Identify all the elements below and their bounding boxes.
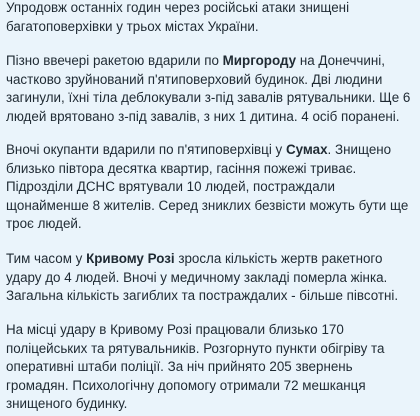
text-line [6, 321, 416, 340]
text-run: зросла кількість жертв ракетного [174, 251, 383, 266]
paragraph-5 [6, 321, 416, 414]
text-run: знищеного будинку. [6, 396, 128, 411]
text-run: багатоповерхівки у трьох містах України. [6, 18, 259, 34]
city-kryvyi-rih: Кривому Розі [86, 251, 175, 266]
text-run: частково зруйнований п'ятиповерховий будинок. Дві людини [6, 71, 383, 87]
text-line [6, 18, 416, 37]
text-line [6, 215, 416, 234]
text-line [6, 108, 416, 127]
text-run: Підрозділи ДСНС врятували 10 людей, постраждали [6, 179, 335, 194]
text-run: Пізно ввечері ракетою вдарили по [6, 53, 223, 68]
paragraph-4 [6, 250, 416, 306]
text-line [6, 197, 416, 216]
city-sumy: Сумах [285, 142, 328, 157]
text-line [6, 287, 416, 306]
text-line [6, 358, 416, 377]
text-run: . Знищено [327, 142, 392, 157]
text-line [6, 269, 416, 288]
text-line [6, 160, 416, 179]
text-run: оперативні штаби поліції. За ніч прийнято 205 звернень [6, 359, 353, 374]
text-run: троє людей. [6, 216, 82, 231]
text-line [6, 377, 416, 396]
text-run: Тим часом у [6, 251, 87, 266]
text-line [6, 52, 416, 71]
text-run: Вночі окупанти вдарили по п'ятиповерхівці у [6, 142, 286, 157]
text-run: загинули, їхні тіла деблокували з-під завалів рятувальники. Ще 6 [6, 90, 411, 105]
city-mirgorod: Миргороду [222, 53, 297, 68]
text-run: На місці удару в Кривому Розі працювали близько 170 [6, 322, 344, 337]
text-run: поліцейських та рятувальників. Розгорнуто пункти обігріву та [6, 340, 385, 356]
text-line [6, 395, 416, 414]
text-run: близько півтора десятка квартир, гасіння пожежі триває. [6, 160, 357, 176]
text-run: на Донеччині, [296, 53, 385, 68]
paragraph-1 [6, 0, 416, 36]
text-run: Упродовж останніх годин через російські атаки знищені [6, 0, 350, 15]
text-line [6, 71, 416, 90]
text-line [6, 89, 416, 108]
text-run: людей врятовано з-під завалів, з них 1 дитина. 4 осіб поранені. [6, 108, 400, 124]
text-run: Загальна кількість загиблих та постраждалих - більше півсотні. [6, 288, 399, 303]
paragraph-3 [6, 141, 416, 234]
text-line [6, 250, 416, 269]
paragraph-2 [6, 52, 416, 126]
text-line [6, 178, 416, 197]
text-run: удару до 4 людей. Вночі у медичному закладі померла жінка. [6, 269, 388, 285]
text-run: громадян. Психологічну допомогу отримали 72 мешканця [6, 377, 366, 393]
text-line [6, 0, 416, 18]
text-line [6, 141, 416, 160]
text-line [6, 340, 416, 359]
text-run: щонайменше 8 жителів. Серед зниклих безвісти можуть бути ще [6, 197, 409, 213]
